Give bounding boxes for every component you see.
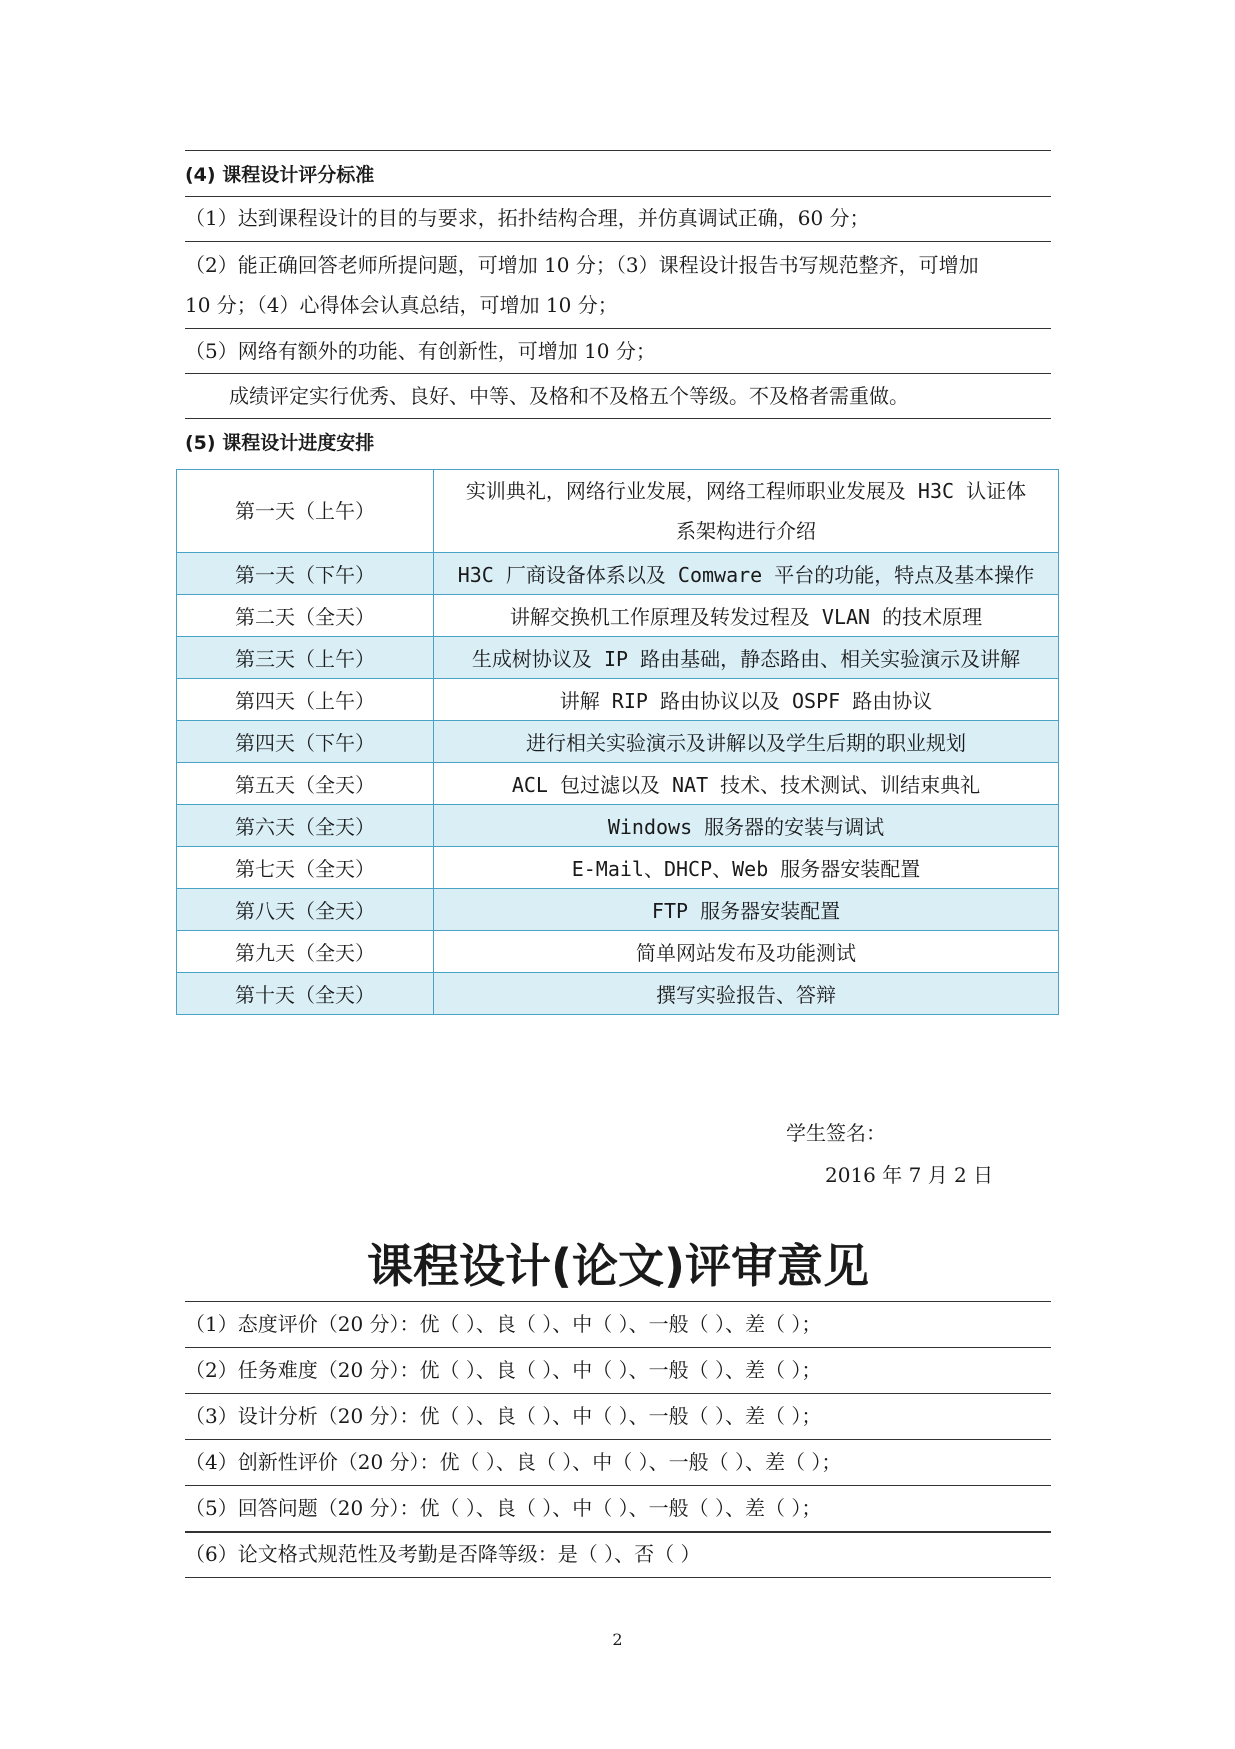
student-signature-label: 学生签名： — [786, 1121, 886, 1145]
review-item-5: （5）回答问题（20 分）：优（ ）、良（ ）、中（ ）、一般（ ）、差（ ）； — [185, 1496, 822, 1520]
table-row — [177, 721, 1059, 763]
rule — [185, 1577, 1051, 1578]
schedule-day: 第四天（下午） — [177, 721, 434, 763]
schedule-day: 第一天（上午） — [177, 470, 434, 553]
rule — [185, 418, 1051, 419]
rule — [185, 241, 1051, 242]
schedule-day: 第七天（全天） — [177, 847, 434, 889]
table-row — [177, 847, 1059, 889]
schedule-heading: (5) 课程设计进度安排 — [185, 432, 375, 454]
grading-note: 成绩评定实行优秀、良好、中等、及格和不及格五个等级。不及格者需重做。 — [229, 384, 909, 408]
schedule-day: 第八天（全天） — [177, 889, 434, 931]
schedule-content: 撰写实验报告、答辩 — [434, 973, 1059, 1015]
table-row — [177, 679, 1059, 721]
rule — [185, 373, 1051, 374]
schedule-content: H3C 厂商设备体系以及 Comware 平台的功能，特点及基本操作 — [434, 553, 1059, 595]
review-item-3: （3）设计分析（20 分）：优（ ）、良（ ）、中（ ）、一般（ ）、差（ ）； — [185, 1404, 822, 1428]
rule — [185, 1393, 1051, 1394]
table-row — [177, 763, 1059, 805]
rule — [185, 1485, 1051, 1486]
table-row — [177, 973, 1059, 1015]
grading-item-2-cont: 10 分；（4）心得体会认真总结，可增加 10 分； — [185, 293, 618, 317]
grading-heading: (4) 课程设计评分标准 — [185, 164, 375, 186]
schedule-content: 生成树协议及 IP 路由基础，静态路由、相关实验演示及讲解 — [434, 637, 1059, 679]
schedule-content-line: 实训典礼，网络行业发展，网络工程师职业发展及 H3C 认证体 — [465, 479, 1027, 503]
schedule-content: 简单网站发布及功能测试 — [434, 931, 1059, 973]
table-row — [177, 889, 1059, 931]
table-row — [177, 805, 1059, 847]
rule — [185, 328, 1051, 329]
rule-top — [185, 150, 1051, 151]
schedule-content — [434, 470, 1059, 553]
review-item-1: （1）态度评价（20 分）：优（ ）、良（ ）、中（ ）、一般（ ）、差（ ）； — [185, 1312, 822, 1336]
table-row — [177, 931, 1059, 973]
table-row — [177, 595, 1059, 637]
schedule-content: 讲解交换机工作原理及转发过程及 VLAN 的技术原理 — [434, 595, 1059, 637]
rule — [185, 1439, 1051, 1440]
review-title: 课程设计(论文)评审意见 — [366, 1239, 870, 1293]
schedule-content: 讲解 RIP 路由协议以及 OSPF 路由协议 — [434, 679, 1059, 721]
schedule-day: 第四天（上午） — [177, 679, 434, 721]
grading-item-5: （5）网络有额外的功能、有创新性，可增加 10 分； — [185, 339, 656, 363]
schedule-day: 第六天（全天） — [177, 805, 434, 847]
schedule-content: Windows 服务器的安装与调试 — [434, 805, 1059, 847]
rule — [185, 196, 1051, 197]
schedule-day: 第九天（全天） — [177, 931, 434, 973]
grading-item-1: （1）达到课程设计的目的与要求，拓扑结构合理，并仿真调试正确，60 分； — [185, 206, 870, 230]
review-item-6: （6）论文格式规范性及考勤是否降等级：是（ ）、否（ ） — [185, 1542, 701, 1566]
schedule-content: E-Mail、DHCP、Web 服务器安装配置 — [434, 847, 1059, 889]
table-row — [177, 637, 1059, 679]
signature-date: 2016 年 7 月 2 日 — [825, 1163, 994, 1187]
schedule-day: 第一天（下午） — [177, 553, 434, 595]
schedule-day: 第十天（全天） — [177, 973, 434, 1015]
schedule-day: 第二天（全天） — [177, 595, 434, 637]
schedule-content: ACL 包过滤以及 NAT 技术、技术测试、训结束典礼 — [434, 763, 1059, 805]
table-row — [177, 470, 1059, 553]
schedule-content: FTP 服务器安装配置 — [434, 889, 1059, 931]
rule — [185, 1301, 1051, 1302]
schedule-table — [176, 469, 1059, 1015]
rule — [185, 1531, 1051, 1533]
page-number: 2 — [612, 1630, 623, 1649]
schedule-content: 进行相关实验演示及讲解以及学生后期的职业规划 — [434, 721, 1059, 763]
review-item-2: （2）任务难度（20 分）：优（ ）、良（ ）、中（ ）、一般（ ）、差（ ）； — [185, 1358, 822, 1382]
schedule-content-line: 系架构进行介绍 — [676, 519, 816, 543]
schedule-day: 第五天（全天） — [177, 763, 434, 805]
rule — [185, 1347, 1051, 1348]
grading-item-2: （2）能正确回答老师所提问题，可增加 10 分；（3）课程设计报告书写规范整齐，可增加 — [185, 253, 979, 277]
table-row — [177, 553, 1059, 595]
review-item-4: （4）创新性评价（20 分）：优（ ）、良（ ）、中（ ）、一般（ ）、差（ ）； — [185, 1450, 842, 1474]
schedule-day: 第三天（上午） — [177, 637, 434, 679]
